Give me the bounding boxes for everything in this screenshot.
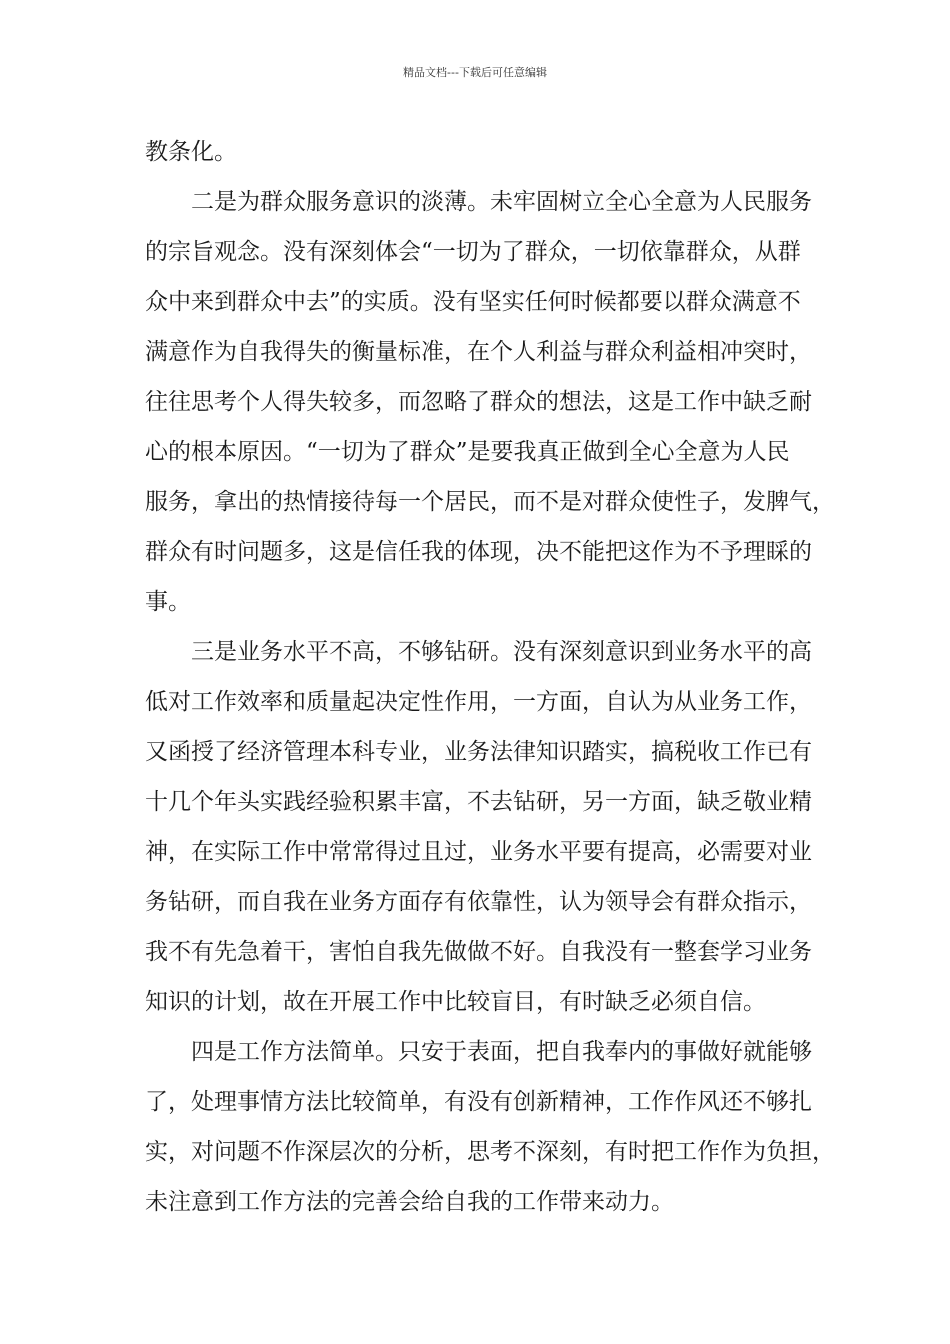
document-body — [145, 127, 835, 1227]
paragraph-service-awareness — [145, 177, 835, 627]
text-line: 满意作为自我得失的衡量标准，在个人利益与群众利益相冲突时， — [145, 339, 812, 365]
text-line: 未注意到工作方法的完善会给自我的工作带来动力。 — [145, 1189, 674, 1215]
text-line: 群众有时问题多，这是信任我的体现，决不能把这作为不予理睬的 — [145, 539, 812, 565]
text-line: 心的根本原因。“一切为了群众”是要我真正做到全心全意为人民 — [145, 439, 790, 465]
text-line: 知识的计划，故在开展工作中比较盲目，有时缺乏必须自信。 — [145, 989, 766, 1015]
text-line: 我不有先急着干，害怕自我先做做不好。自我没有一整套学习业务 — [145, 939, 812, 965]
paragraph-business-level — [145, 627, 821, 1027]
text-line: 教条化。 — [145, 139, 237, 165]
text-line: 低对工作效率和质量起决定性作用，一方面，自认为从业务工作， — [145, 689, 812, 715]
text-line: 往往思考个人得失较多，而忽略了群众的想法，这是工作中缺乏耐 — [145, 389, 812, 415]
text-line: 十几个年头实践经验积累丰富，不去钻研，另一方面，缺乏敬业精 — [145, 789, 812, 815]
text-line: 又函授了经济管理本科专业，业务法律知识踏实，搞税收工作已有 — [145, 739, 812, 765]
page-header: 精品文档---下载后可任意编辑 — [403, 66, 547, 79]
text-line: 三是业务水平不高，不够钻研。没有深刻意识到业务水平的高 — [145, 639, 812, 665]
paragraph-intro-fragment — [145, 127, 821, 177]
text-line: 务钻研，而自我在业务方面存有依靠性，认为领导会有群众指示， — [145, 889, 812, 915]
text-line: 事。 — [145, 589, 191, 615]
text-line: 服务，拿出的热情接待每一个居民，而不是对群众使性子，发脾气， — [145, 489, 835, 515]
text-line: 实，对问题不作深层次的分析，思考不深刻，有时把工作作为负担， — [145, 1139, 835, 1165]
text-line: 四是工作方法简单。只安于表面，把自我奉内的事做好就能够 — [145, 1039, 812, 1065]
text-line: 的宗旨观念。没有深刻体会“一切为了群众，一切依靠群众，从群 — [145, 239, 801, 265]
text-line: 二是为群众服务意识的淡薄。未牢固树立全心全意为人民服务 — [145, 189, 812, 215]
text-line: 了，处理事情方法比较简单，有没有创新精神，工作作风还不够扎 — [145, 1089, 812, 1115]
paragraph-work-method — [145, 1027, 835, 1227]
text-line: 神，在实际工作中常常得过且过，业务水平要有提高，必需要对业 — [145, 839, 812, 865]
text-line: 众中来到群众中去”的实质。没有坚实任何时候都要以群众满意不 — [145, 289, 801, 315]
